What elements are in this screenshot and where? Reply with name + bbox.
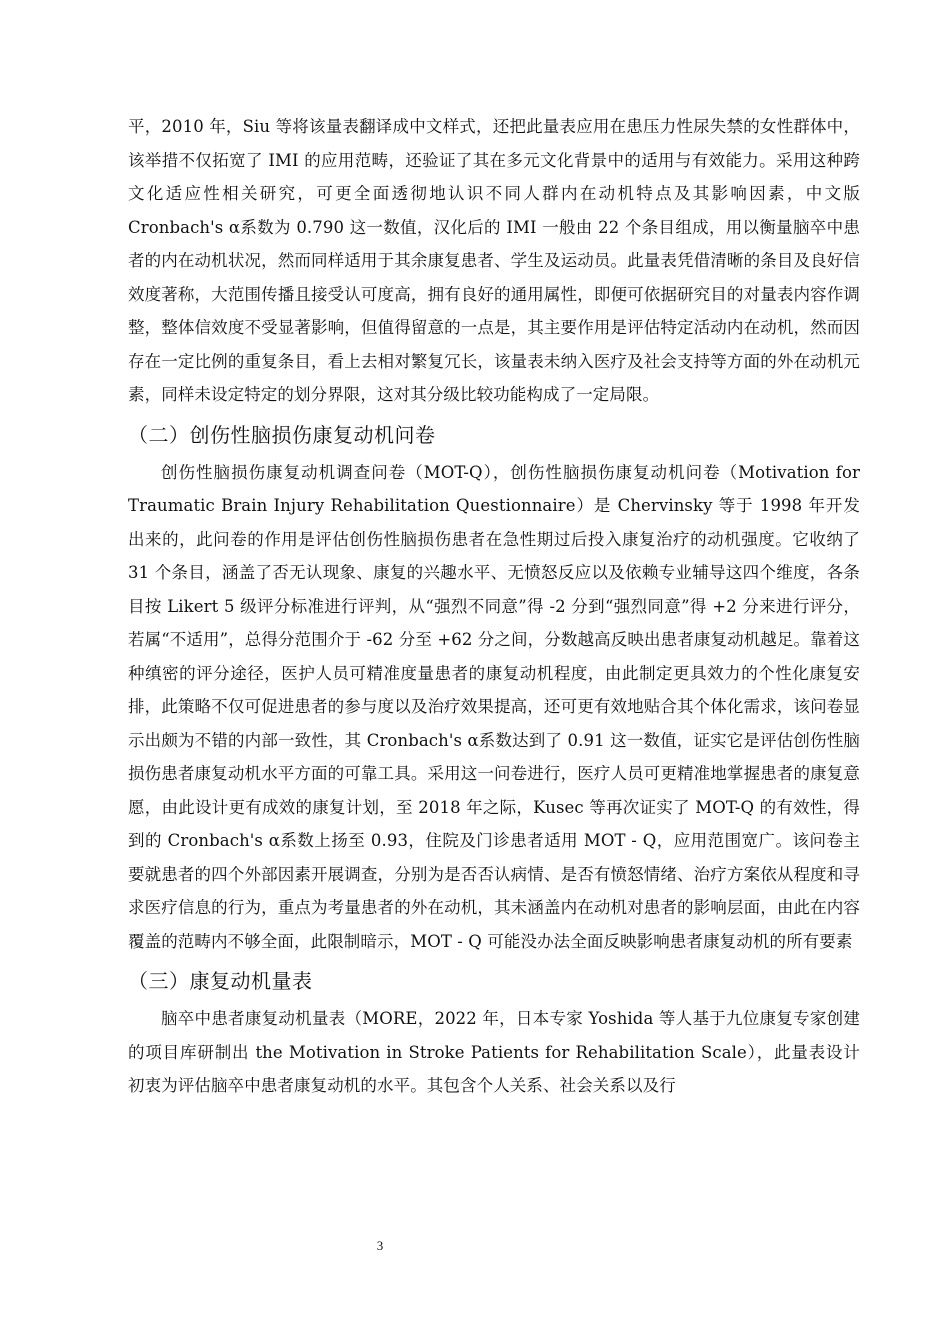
page-number: 3 <box>376 1238 384 1253</box>
section-heading-3: （三）康复动机量表 <box>128 969 313 993</box>
body-paragraph-1: 平，2010 年，Siu 等将该量表翻译成中文样式，还把此量表应用在患压力性尿失禁的女性群体中，该举措不仅拓宽了 IMI 的应用范畴，还验证了其在多元文化背景中的适用与有效能力。采用这种跨文化适应性相关研究，可更全面透彻地认识不同人群内在动机特点及其影响因素，中文版 Cronbach's α系数为 0.790 这一数值，汉化后的 IMI 一般由 22 个条目组成，用以衡量脑卒中患者的内在动机状况，然而同样适用于其余康复患者、学生及运动员。此量表凭借清晰的条目及良好信效度著称，大范围传播且接受认可度高，拥有良好的通用属性，即便可依据研究目的对量表内容作调整，整体信效度不受显著影响，但值得留意的一点是，其主要作用是评估特定活动内在动机，然而因存在一定比例的重复条目，看上去相对繁复冗长，该量表未纳入医疗及社会支持等方面的外在动机元素，同样未设定特定的划分界限，这对其分级比较功能构成了一定局限。 <box>128 117 860 404</box>
body-paragraph-2: 创伤性脑损伤康复动机调查问卷（MOT-Q），创伤性脑损伤康复动机问卷（Motivation for Traumatic Brain Injury Rehabilitation Questionnaire）是 Chervinsky 等于 1998 年开发出来的，此问卷的作用是评估创伤性脑损伤患者在急性期过后投入康复治疗的动机强度。它收纳了 31 个条目，涵盖了否无认现象、康复的兴趣水平、无愤怒反应以及依赖专业辅导这四个维度，各条目按 Likert 5 级评分标准进行评判，从“强烈不同意”得 -2 分到“强烈同意”得 +2 分来进行评分，若属“不适用”，总得分范围介于 -62 分至 +62 分之间，分数越高反映出患者康复动机越足。靠着这种缜密的评分途径，医护人员可精准度量患者的康复动机程度，由此制定更具效力的个性化康复安排，此策略不仅可促进患者的参与度以及治疗效果提高，还可更有效地贴合其个体化需求，该问卷显示出颇为不错的内部一致性，其 Cronbach's α系数达到了 0.91 这一数值，证实它是评估创伤性脑损伤患者康复动机水平方面的可靠工具。采用这一问卷进行，医疗人员可更精准地掌握患者的康复意愿，由此设计更有成效的康复计划，至 2018 年之际，Kusec 等再次证实了 MOT-Q 的有效性，得到的 Cronbach's α系数上扬至 0.93，住院及门诊患者适用 MOT - Q，应用范围宽广。该问卷主要就患者的四个外部因素开展调查，分别为是否否认病情、是否有愤怒情绪、治疗方案依从程度和寻求医疗信息的行为，重点为考量患者的外在动机，其未涵盖内在动机对患者的影响层面，由此在内容覆盖的范畴内不够全面，此限制暗示，MOT - Q 可能没办法全面反映影响患者康复动机的所有要素 <box>128 462 860 951</box>
section-heading-2: （二）创伤性脑损伤康复动机问卷 <box>128 422 436 447</box>
body-paragraph-3: 脑卒中患者康复动机量表（MORE，2022 年，日本专家 Yoshida 等人基于九位康复专家创建的项目库研制出 the Motivation in Stroke Patients for Rehabilitation Scale），此量表设计初衷为评估脑卒中患者康复动机的水平。其包含个人关系、社会关系以及行 <box>128 1009 860 1095</box>
document-page <box>128 110 860 1103</box>
